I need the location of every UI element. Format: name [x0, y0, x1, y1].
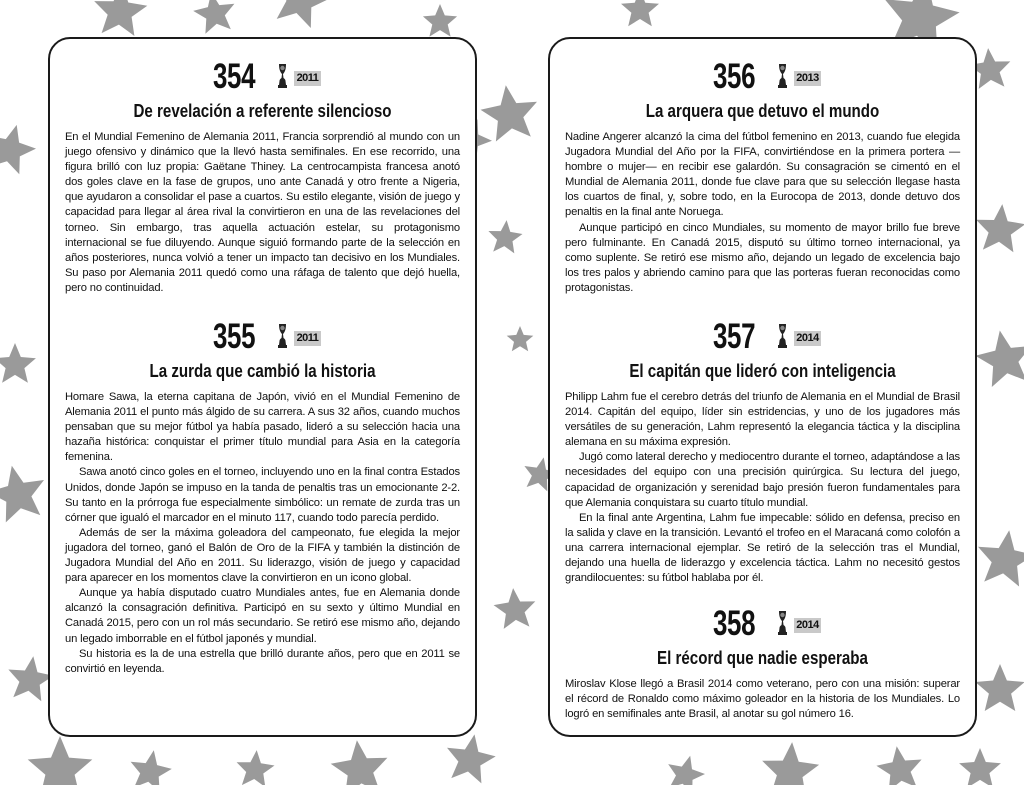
star-icon [876, 746, 921, 785]
star-icon [0, 125, 36, 174]
trophy-icon [276, 323, 289, 349]
paragraph: Jugó como lateral derecho y mediocentro durante el torneo, adaptándose a las necesidades del equipo con una precisión quirúrgica. Su lectura del juego, capacidad de organización y serenidad bajo presión fueron fundamentales para que Alemania conquistara su cuarto título mundial. [565, 451, 960, 509]
star-icon [488, 220, 522, 253]
entry-body [65, 390, 460, 677]
star-icon [975, 664, 1024, 711]
star-icon [193, 0, 234, 34]
star-icon [668, 756, 705, 785]
star-icon [762, 742, 819, 785]
paragraph: Aunque participó en cinco Mundiales, su momento de mayor brillo fue breve pero fulminante. En Canadá 2015, disputó su último torneo internacional, ya como suplente. Se retiró ese mismo año, dejando un legado de excelencia bajo los tres palos y abriendo camino para que las porteras fueran reconocidas como protagonistas. [565, 221, 960, 294]
right-page-card [548, 37, 977, 737]
entry-body [565, 390, 960, 586]
star-icon [447, 734, 496, 783]
star-icon [507, 326, 534, 351]
trophy-icon [776, 610, 789, 636]
paragraph: Nadine Angerer alcanzó la cima del fútbol femenino en 2013, cuando fue elegida Jugadora Mundial del Año por la FIFA, convirtiéndose en la primera portera —hombre o mujer— en recibir ese galardón. Su consagración se cimentó en el Mundial de Alemania 2011, donde fue clave para que su selección llegase hasta los cuartos de final, y, sobre todo, en la Eurocopa de 2013, donde detuvo dos penaltis en la final ante Noruega. [565, 131, 960, 219]
trophy-icon [276, 63, 289, 89]
entry-body [565, 677, 960, 722]
entry-header [565, 317, 960, 357]
year-badge: 2011 [294, 71, 321, 86]
entry-header [565, 57, 960, 97]
entry-number: 354 [213, 57, 256, 96]
entry-number: 357 [713, 317, 756, 356]
entry-body [65, 130, 460, 296]
star-icon [94, 0, 147, 36]
star-icon [0, 343, 36, 383]
star-icon [481, 85, 538, 141]
entry-number: 358 [713, 604, 756, 643]
entry-number: 356 [713, 57, 756, 96]
entry-number: 355 [213, 317, 256, 356]
entry-header [565, 604, 960, 644]
entry-358 [565, 604, 960, 722]
star-icon [959, 748, 1001, 785]
star-icon [275, 0, 330, 28]
year-badge: 2014 [794, 618, 821, 633]
paragraph: En la final ante Argentina, Lahm fue impecable: sólido en defensa, preciso en la salida y clave en la transición. Levantó el trofeo en el Maracaná como colofón a una carrera internacional ejemplar. Se retiró de la selección tras el Mundial, dejando una huella de liderazgo y excelencia táctica. Lahm no necesitó gestos grandilocuentes: su fútbol hablaba por él. [565, 511, 960, 585]
trophy-icon [776, 63, 789, 89]
star-icon [621, 0, 659, 26]
entry-355 [65, 317, 460, 677]
paragraph: Homare Sawa, la eterna capitana de Japón, vivió en el Mundial Femenino de Alemania 2011 el punto más álgido de su carrera. A sus 32 años, cuando muchos pensaban que su mejor fútbol ya había pasado, lideró a su selección hacia una hazaña histórica: conquistar el primer título mundial para Asia en la categoría femenina. [65, 391, 460, 464]
star-icon [0, 466, 44, 523]
year-badge: 2014 [794, 331, 821, 346]
star-icon [494, 588, 536, 629]
star-icon [331, 740, 388, 785]
star-icon [28, 736, 93, 785]
entry-title: La arquera que detuvo el mundo [645, 101, 880, 121]
entry-354 [65, 57, 460, 296]
star-icon [423, 4, 457, 37]
year-badge: 2011 [294, 331, 321, 346]
paragraph: Su historia es la de una estrella que brilló durante años, pero que en 2011 se convirtió en leyenda. [65, 647, 460, 675]
paragraph: Además de ser la máxima goleadora del campeonato, fue elegida la mejor jugadora del torneo, ganó el Balón de Oro de la FIFA y también la distinción de Jugadora Mundial del Año en 2011. Su liderazgo, visión de juego y capacidad para aparecer en los momentos clave la convirtieron en un icono global. [65, 526, 460, 585]
trophy-icon [776, 323, 789, 349]
star-icon [131, 750, 172, 785]
entry-title: El capitán que lideró con inteligencia [629, 361, 896, 381]
entry-title: La zurda que cambió la historia [149, 361, 376, 381]
star-icon [975, 331, 1024, 388]
paragraph: Sawa anotó cinco goles en el torneo, incluyendo uno en la final contra Estados Unidos, donde Japón se impuso en la tanda de penaltis tras un emocionante 2-2. Su tanto en la prórroga fue especialmente simbólico: un remate de zurda tras un córner que igualó el marcador en el minuto 117, cuando todo parecía perdido. [65, 466, 460, 524]
year-badge: 2013 [794, 71, 821, 86]
star-icon [8, 656, 53, 701]
entry-body [565, 130, 960, 296]
paragraph: Aunque ya había disputado cuatro Mundiales antes, fue en Alemania donde alcanzó la consagración definitiva. Participó en su sexto y último Mundial en Canadá 2015, pero con un rol más secundario. Se retiró ese mismo año, dejando un legado imborrable en el fútbol japonés y mundial. [65, 587, 460, 645]
paragraph: Philipp Lahm fue el cerebro detrás del triunfo de Alemania en el Mundial de Brasil 2014. Capitán del equipo, líder sin estridencias, y uno de los jugadores más versátiles de su generación, Lahm representó la elegancia táctica y la disciplina alemana en su máxima expresión. [565, 391, 960, 449]
entry-357 [565, 317, 960, 586]
entry-title: El récord que nadie esperaba [657, 648, 868, 668]
paragraph: Miroslav Klose llegó a Brasil 2014 como veterano, pero con una misión: superar el récord de Ronaldo como máximo goleador en la historia de los Mundiales. Lo logró en semifinales ante Brasil, al anotar su gol número 16. [565, 678, 960, 721]
entry-header [65, 317, 460, 357]
entry-356 [565, 57, 960, 296]
star-icon [976, 204, 1024, 252]
star-icon [978, 530, 1024, 586]
star-icon [237, 750, 275, 785]
entry-title: De revelación a referente silencioso [133, 101, 392, 121]
paragraph: En el Mundial Femenino de Alemania 2011, Francia sorprendió al mundo con un juego ofensivo y dinámico que la llevó hasta semifinales. En ese recorrido, una figura brilló con luz propia: Gaëtane Thiney. La centrocampista francesa anotó dos goles clave en la fase de grupos, uno ante Canadá y otro frente a Nigeria, que ayudaron a consolidar el pase a cuartos. Su estilo elegante, visión de juego y capacidad para llegar al área rival la convirtieron en una de las revelaciones del torneo. Sin embargo, tras aquella actuación estelar, su protagonismo internacional se fue diluyendo. Aunque siguió formando parte de la selección en años posteriores, nunca volvió a tener un impacto tan decisivo en los Mundiales. Su paso por Alemania 2011 quedó como una ráfaga de talento que dejó huella, pero no continuidad. [65, 131, 460, 294]
left-page-card [48, 37, 477, 737]
entry-header [65, 57, 460, 97]
